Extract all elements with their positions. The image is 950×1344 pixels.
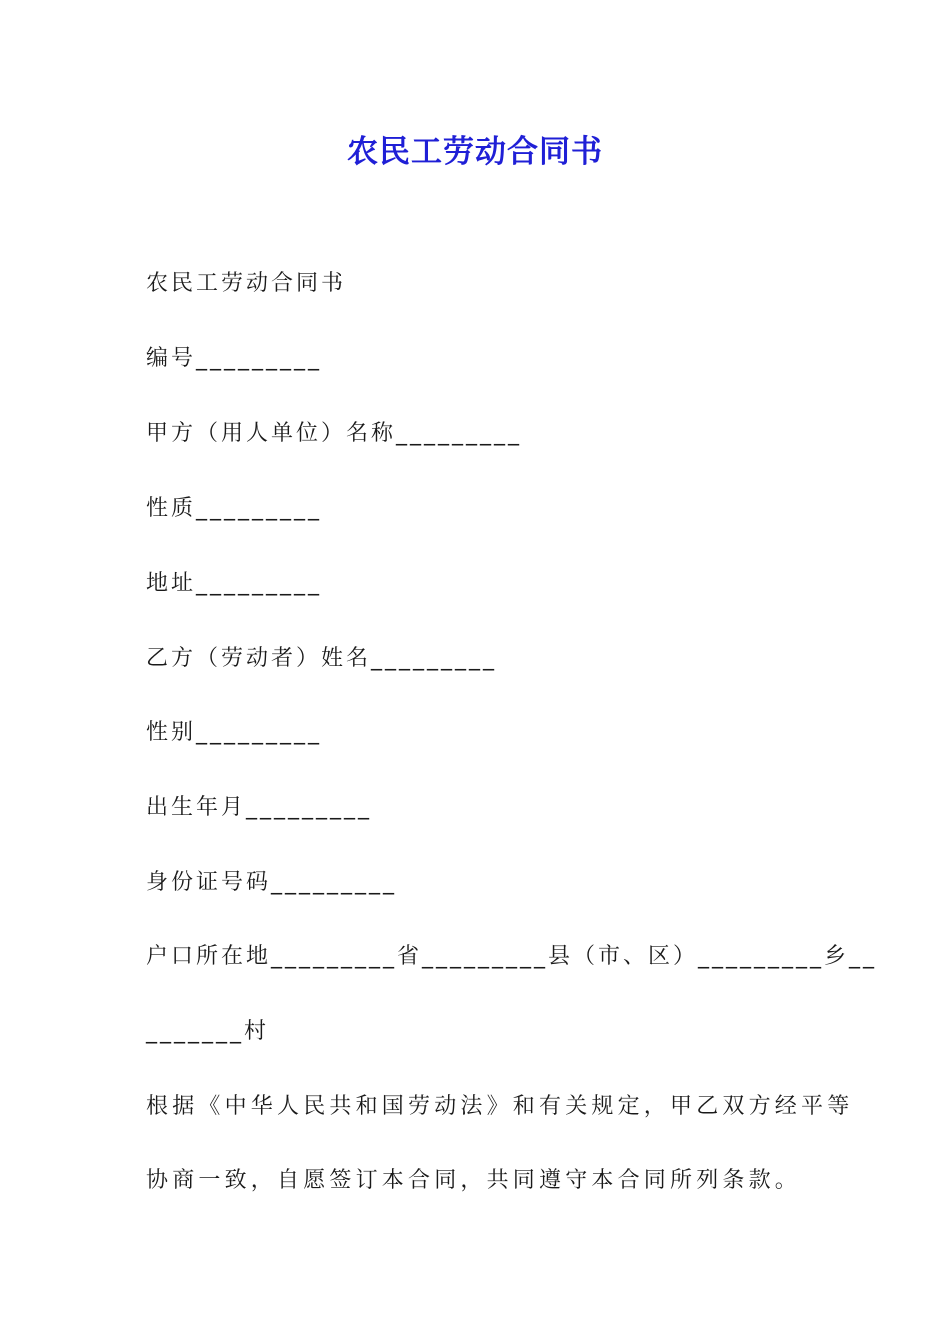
field-number: 编号_________: [146, 346, 323, 371]
paragraph-line-1: 根据《中华人民共和国劳动法》和有关规定，甲乙双方经平等: [146, 1094, 854, 1119]
field-household-registration: 户口所在地_________省_________县（市、区）_________乡__: [146, 944, 878, 969]
field-household-registration-cont: _______村: [146, 1019, 270, 1044]
field-gender: 性别_________: [146, 720, 323, 745]
field-id-number: 身份证号码_________: [146, 870, 398, 895]
paragraph-line-2: 协商一致，自愿签订本合同，共同遵守本合同所列条款。: [146, 1168, 802, 1193]
field-address: 地址_________: [146, 571, 323, 596]
field-employer-name: 甲方（用人单位）名称_________: [146, 421, 523, 446]
field-birth-date: 出生年月_________: [146, 795, 373, 820]
field-nature: 性质_________: [146, 496, 323, 521]
doc-heading-line: 农民工劳动合同书: [146, 271, 347, 296]
document-title: 农民工劳动合同书: [347, 134, 603, 170]
field-worker-name: 乙方（劳动者）姓名_________: [146, 646, 498, 671]
